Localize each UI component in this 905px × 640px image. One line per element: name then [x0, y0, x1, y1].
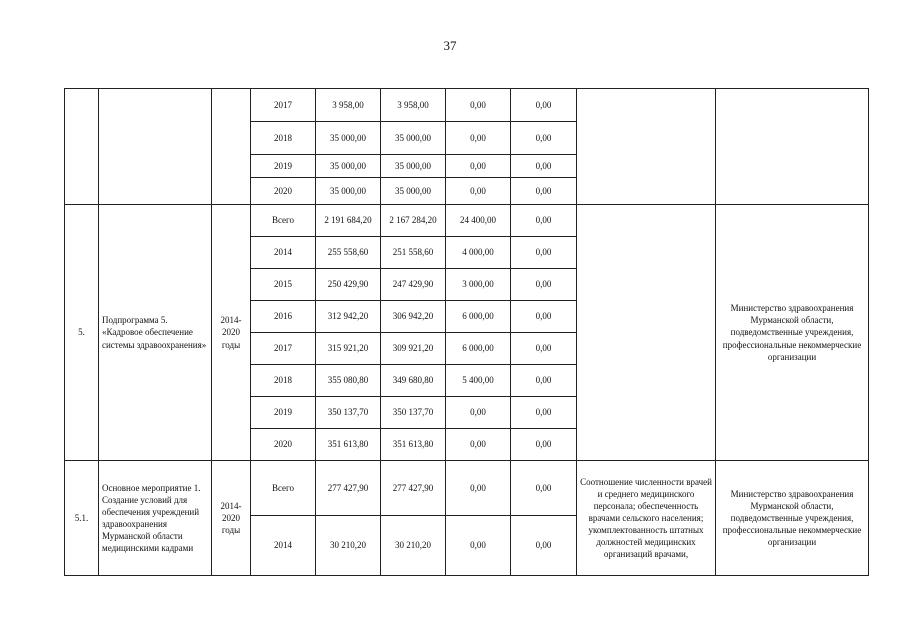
regional-cell: 35 000,00 — [381, 178, 446, 205]
regional-cell: 349 680,80 — [381, 365, 446, 397]
total-cell: 277 427,90 — [316, 461, 381, 516]
year-cell: 2019 — [251, 397, 316, 429]
regional-cell: 247 429,90 — [381, 269, 446, 301]
federal-cell: 0,00 — [446, 461, 511, 516]
total-cell: 351 613,80 — [316, 429, 381, 461]
subprogram-period — [212, 205, 251, 461]
period-unit: годы — [221, 339, 241, 350]
regional-cell: 3 958,00 — [381, 89, 446, 122]
year-cell: 2017 — [251, 89, 316, 122]
regional-cell: 35 000,00 — [381, 122, 446, 155]
measure-number: 5.1. — [65, 461, 99, 576]
other-cell: 0,00 — [511, 155, 577, 178]
table-row — [65, 461, 869, 516]
year-cell: 2018 — [251, 365, 316, 397]
regional-cell: 350 137,70 — [381, 397, 446, 429]
total-cell: 30 210,20 — [316, 516, 381, 576]
period-start: 2014- — [220, 315, 242, 326]
other-cell: 0,00 — [511, 122, 577, 155]
other-cell: 0,00 — [511, 461, 577, 516]
federal-cell: 5 400,00 — [446, 365, 511, 397]
year-cell: 2014 — [251, 237, 316, 269]
year-cell: Всего — [251, 461, 316, 516]
year-cell: 2019 — [251, 155, 316, 178]
federal-cell: 0,00 — [446, 122, 511, 155]
year-cell: 2018 — [251, 122, 316, 155]
measure-period — [212, 461, 251, 576]
federal-cell: 0,00 — [446, 429, 511, 461]
year-cell: 2016 — [251, 301, 316, 333]
other-cell: 0,00 — [511, 205, 577, 237]
total-cell: 255 558,60 — [316, 237, 381, 269]
total-cell: 35 000,00 — [316, 155, 381, 178]
executor-cell — [716, 89, 869, 205]
regional-cell: 277 427,90 — [381, 461, 446, 516]
measure-indicator: Соотношение численности врачей и среднего медицинского персонала; обеспеченность врачами сельского населения; укомплектованность штатных должностей медицинских организаций врачами, — [577, 461, 716, 576]
year-cell: 2020 — [251, 429, 316, 461]
federal-cell: 0,00 — [446, 397, 511, 429]
subprogram-name: Подпрограмма 5. «Кадровое обеспечение системы здравоохранения» — [99, 205, 212, 461]
regional-cell: 35 000,00 — [381, 155, 446, 178]
total-cell: 250 429,90 — [316, 269, 381, 301]
total-cell: 315 921,20 — [316, 333, 381, 365]
subprogram-number: 5. — [65, 205, 99, 461]
period-end: 2020 — [222, 327, 240, 338]
federal-cell: 0,00 — [446, 89, 511, 122]
subprogram-executor: Министерство здравоохранения Мурманской области, подведомственные учреждения, профессиональные некоммерческие организации — [716, 205, 869, 461]
federal-cell: 0,00 — [446, 178, 511, 205]
federal-cell: 0,00 — [446, 155, 511, 178]
regional-cell: 251 558,60 — [381, 237, 446, 269]
total-cell: 2 191 684,20 — [316, 205, 381, 237]
total-cell: 312 942,20 — [316, 301, 381, 333]
federal-cell: 3 000,00 — [446, 269, 511, 301]
other-cell: 0,00 — [511, 365, 577, 397]
federal-cell: 24 400,00 — [446, 205, 511, 237]
total-cell: 35 000,00 — [316, 122, 381, 155]
regional-cell: 2 167 284,20 — [381, 205, 446, 237]
total-cell: 350 137,70 — [316, 397, 381, 429]
other-cell: 0,00 — [511, 237, 577, 269]
total-cell: 355 080,80 — [316, 365, 381, 397]
year-cell: 2020 — [251, 178, 316, 205]
regional-cell: 30 210,20 — [381, 516, 446, 576]
other-cell: 0,00 — [511, 301, 577, 333]
other-cell: 0,00 — [511, 178, 577, 205]
row-period-cell — [212, 89, 251, 205]
indicator-cell — [577, 205, 716, 461]
other-cell: 0,00 — [511, 516, 577, 576]
regional-cell: 309 921,20 — [381, 333, 446, 365]
indicator-cell — [577, 89, 716, 205]
other-cell: 0,00 — [511, 397, 577, 429]
other-cell: 0,00 — [511, 269, 577, 301]
federal-cell: 6 000,00 — [446, 333, 511, 365]
row-name-cell — [99, 89, 212, 205]
period-unit: годы — [221, 525, 241, 536]
other-cell: 0,00 — [511, 429, 577, 461]
regional-cell: 306 942,20 — [381, 301, 446, 333]
table-row — [65, 89, 869, 122]
row-number-cell — [65, 89, 99, 205]
federal-cell: 6 000,00 — [446, 301, 511, 333]
table-row — [65, 205, 869, 237]
total-cell: 35 000,00 — [316, 178, 381, 205]
year-cell: 2015 — [251, 269, 316, 301]
other-cell: 0,00 — [511, 89, 577, 122]
federal-cell: 4 000,00 — [446, 237, 511, 269]
year-cell: 2014 — [251, 516, 316, 576]
budget-table — [64, 88, 869, 576]
measure-name: Основное мероприятие 1. Создание условий для обеспечения учреждений здравоохранения Мурманской области медицинскими кадрами — [99, 461, 212, 576]
period-end: 2020 — [222, 512, 240, 523]
year-cell: 2017 — [251, 333, 316, 365]
federal-cell: 0,00 — [446, 516, 511, 576]
year-cell: Всего — [251, 205, 316, 237]
period-start: 2014- — [220, 500, 242, 511]
other-cell: 0,00 — [511, 333, 577, 365]
total-cell: 3 958,00 — [316, 89, 381, 122]
regional-cell: 351 613,80 — [381, 429, 446, 461]
page-number: 37 — [443, 38, 457, 53]
measure-executor: Министерство здравоохранения Мурманской области, подведомственные учреждения, профессиональные некоммерческие организации — [716, 461, 869, 576]
